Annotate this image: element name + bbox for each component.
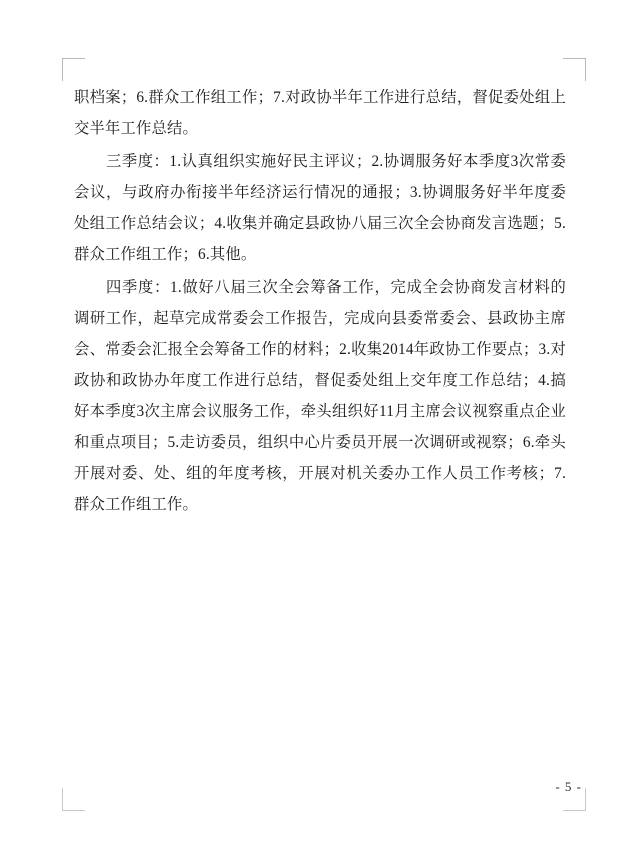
document-text-body — [74, 82, 566, 522]
paragraph-third-quarter: 三季度：1.认真组织实施好民主评议；2.协调服务好本季度3次常委会议，与政府办衔接半年经济运行情况的通报；3.协调服务好半年度委处组工作总结会议；4.收集并确定县政协八届三次全会协商发言选题；5.群众工作组工作；6.其他。 — [74, 153, 566, 263]
page-number: - 5 - — [555, 779, 582, 794]
crop-mark-bottom-left — [62, 788, 85, 811]
paragraph-fourth-quarter: 四季度：1.做好八届三次全会筹备工作，完成全会协商发言材料的调研工作，起草完成常委会工作报告，完成向县委常委会、县政协主席会、常委会汇报全会筹备工作的材料；2.收集2014年政协工作要点；3.对政协和政协办年度工作进行总结，督促委处组上交年度工作总结；4.搞好本季度3次主席会议服务工作，牵头组织好11月主席会议视察重点企业和重点项目；5.走访委员，组织中心片委员开展一次调研或视察；6.牵头开展对委、处、组的年度考核，开展对机关委办工作人员工作考核；7.群众工作组工作。 — [74, 279, 566, 513]
paragraph-continued-first: 职档案；6.群众工作组工作；7.对政协半年工作进行总结，督促委处组上交半年工作总结。 — [74, 89, 566, 137]
crop-mark-top-right — [563, 58, 586, 81]
crop-mark-top-left — [62, 58, 85, 81]
